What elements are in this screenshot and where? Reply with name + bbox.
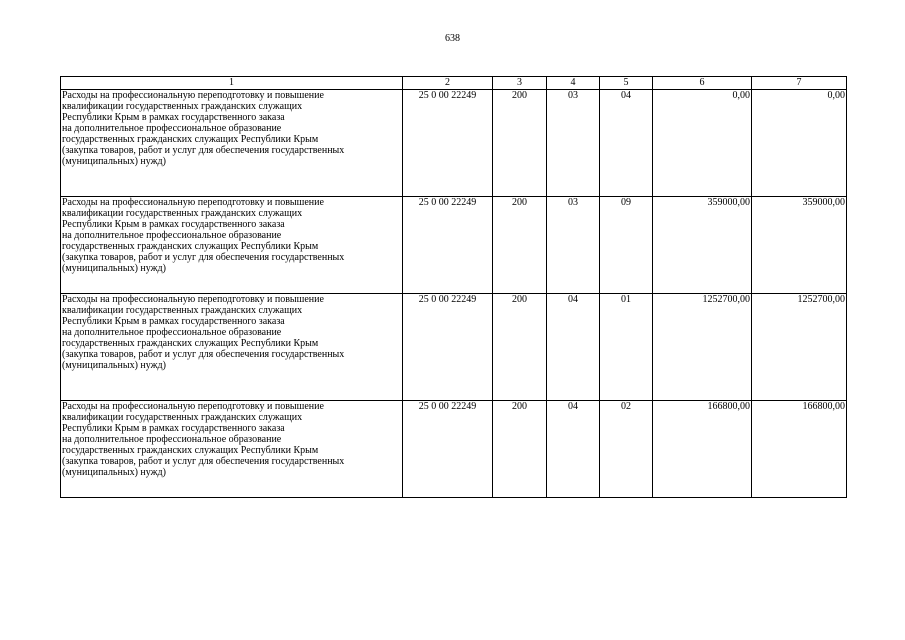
expense-type-code: 200: [493, 90, 547, 197]
subsection-code: 09: [600, 197, 653, 294]
expense-type-code: 200: [493, 294, 547, 401]
subsection-code: 04: [600, 90, 653, 197]
table-row: [61, 294, 847, 401]
expense-type-code: 200: [493, 197, 547, 294]
table-row: [61, 197, 847, 294]
subsection-code: 02: [600, 401, 653, 498]
section-code: 04: [547, 294, 600, 401]
target-article-code: 25 0 00 22249: [403, 294, 493, 401]
section-code: 04: [547, 401, 600, 498]
amount-column-7: 1252700,00: [752, 294, 847, 401]
target-article-code: 25 0 00 22249: [403, 197, 493, 294]
column-header-3: 3: [493, 77, 547, 90]
amount-column-7: 359000,00: [752, 197, 847, 294]
amount-column-6: 166800,00: [653, 401, 752, 498]
expense-description: Расходы на профессиональную переподготовку и повышение квалификации государственных гражданских служащих Республики Крым в рамках государственного заказа на дополнительное профессиональное образование государственных гражданских служащих Республики Крым (закупка товаров, работ и услуг для обеспечения государственных (муниципальных) нужд): [61, 90, 403, 197]
column-header-4: 4: [547, 77, 600, 90]
amount-column-7: 0,00: [752, 90, 847, 197]
column-header-6: 6: [653, 77, 752, 90]
amount-column-6: 0,00: [653, 90, 752, 197]
table-header-row: [61, 77, 847, 90]
subsection-code: 01: [600, 294, 653, 401]
column-header-7: 7: [752, 77, 847, 90]
budget-table: [60, 76, 847, 498]
target-article-code: 25 0 00 22249: [403, 90, 493, 197]
amount-column-6: 1252700,00: [653, 294, 752, 401]
column-header-1: 1: [61, 77, 403, 90]
expense-description: Расходы на профессиональную переподготовку и повышение квалификации государственных гражданских служащих Республики Крым в рамках государственного заказа на дополнительное профессиональное образование государственных гражданских служащих Республики Крым (закупка товаров, работ и услуг для обеспечения государственных (муниципальных) нужд): [61, 401, 403, 498]
section-code: 03: [547, 197, 600, 294]
table-row: [61, 90, 847, 197]
column-header-5: 5: [600, 77, 653, 90]
expense-type-code: 200: [493, 401, 547, 498]
section-code: 03: [547, 90, 600, 197]
page-number: 638: [445, 33, 460, 44]
expense-description: Расходы на профессиональную переподготовку и повышение квалификации государственных гражданских служащих Республики Крым в рамках государственного заказа на дополнительное профессиональное образование государственных гражданских служащих Республики Крым (закупка товаров, работ и услуг для обеспечения государственных (муниципальных) нужд): [61, 294, 403, 401]
target-article-code: 25 0 00 22249: [403, 401, 493, 498]
expense-description: Расходы на профессиональную переподготовку и повышение квалификации государственных гражданских служащих Республики Крым в рамках государственного заказа на дополнительное профессиональное образование государственных гражданских служащих Республики Крым (закупка товаров, работ и услуг для обеспечения государственных (муниципальных) нужд): [61, 197, 403, 294]
column-header-2: 2: [403, 77, 493, 90]
table-row: [61, 401, 847, 498]
amount-column-6: 359000,00: [653, 197, 752, 294]
amount-column-7: 166800,00: [752, 401, 847, 498]
